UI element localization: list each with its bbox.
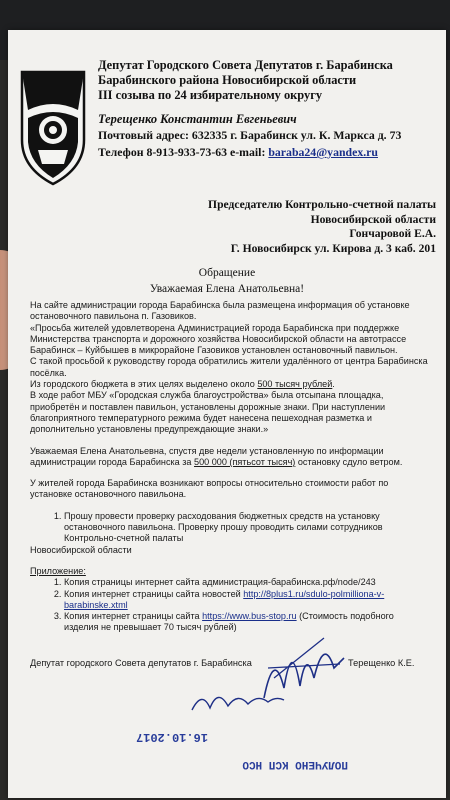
paragraph-1: На сайте администрации города Барабинска была размещена информация об установке остановочного павильона п. Газовиков.: [30, 300, 410, 322]
letter-body: [30, 300, 430, 634]
attachment-3-text: Копия интернет страницы сайта: [64, 611, 203, 622]
letterhead: [98, 58, 428, 161]
phone-email: [98, 144, 428, 161]
paragraph-3: С такой просьбой к руководству города обратились жители удалённого от центра Барабинска посёлка.: [30, 356, 428, 378]
coat-of-arms-icon: [18, 68, 88, 188]
paragraph-4: [30, 379, 430, 390]
paragraph-6-end: остановку сдуло ветром.: [295, 456, 403, 467]
addressee-line-4: Г. Новосибирск ул. Кирова д. 3 каб. 201: [230, 241, 436, 255]
letterhead-line-3: III созыва по 24 избирательному округу: [98, 88, 323, 102]
paragraph-2: «Просьба жителей удовлетворена Администрацией города Барабинска при поддержке Министерства транспорта и дорожного хозяйства Новосибирской области на автотрассе Барабинск – Куйбышев в микрорайоне Газовиков установлен остановочный павильон.: [30, 322, 407, 356]
signature-position: Депутат городского Совета депутатов г. Барабинска: [30, 658, 252, 668]
attachment-item-2: [64, 589, 430, 612]
request-list: [30, 511, 430, 545]
paragraph-6-text: Уважаемая Елена Анатольевна, спустя две недели установленную по информации администрации города Барабинска за: [30, 445, 384, 467]
email-link[interactable]: baraba24@yandex.ru: [268, 145, 378, 159]
amount-underlined-2: 500 000 (пятьсот тысяч): [194, 456, 296, 467]
salutation: Уважаемая Елена Анатольевна!: [149, 283, 305, 295]
stamp-date: 16.10.2017: [135, 730, 208, 744]
attachments-list: [30, 577, 430, 633]
deputy-name: Терещенко Константин Евгеньевич: [98, 112, 297, 126]
attachment-2-link[interactable]: http://8plus1.ru/sdulo-polmilliona-v-barabinske.xtml: [64, 588, 385, 610]
attachment-3-link[interactable]: https://www.bus-stop.ru: [202, 611, 297, 622]
signature-name: Терещенко К.Е.: [348, 658, 415, 668]
paragraph-4-end: .: [332, 379, 335, 390]
document-title: Обращение: [198, 267, 256, 279]
attachment-3-note: (Стоимость подобного изделия не превышает 70 тысяч рублей): [64, 611, 394, 633]
attachments-title: Приложение:: [30, 565, 86, 576]
receiver-signature: [188, 680, 288, 720]
paragraph-7: У жителей города Барабинска возникают вопросы относительно стоимости работ по установке остановочного павильона.: [30, 478, 389, 500]
amount-underlined: 500 тысяч рублей: [257, 379, 333, 390]
request-continuation: Новосибирской области: [30, 544, 132, 555]
paragraph-6: [30, 446, 430, 469]
addressee-block: [208, 198, 436, 256]
addressee-line-2: Новосибирской области: [310, 212, 436, 226]
postal-address: Почтовый адрес: 632335 г. Барабинск ул. К. Маркса д. 73: [98, 128, 402, 142]
request-item: 1. Прошу провести проверку расходования бюджетных средств на установку остановочного павильона. Проверку прошу проводить силами сотрудников Контрольно-счетной палаты: [64, 511, 430, 545]
attachment-item-3: [64, 611, 430, 634]
document-sheet: [8, 30, 446, 798]
phone-label: Телефон 8-913-933-73-63 e-mail:: [98, 145, 269, 159]
addressee-line-3: Гончаровой Е.А.: [349, 227, 436, 240]
paragraph-4-text: Из городского бюджета в этих целях выделено около: [30, 379, 258, 390]
paragraph-5: В ходе работ МБУ «Городская служба благоустройства» была отсыпана площадка, приобретён и поставлен павильон, установлены дорожные знаки. При наступлении благоприятного температурного режима будет нанесена пешеходная разметка и дополнительно установлены предупреждающие знаки.»: [30, 390, 386, 435]
attachment-2-text: Копия интернет страницы сайта новостей: [64, 588, 244, 599]
attachment-item-1: 1. Копия страницы интернет сайта администрация-барабинска.рф/node/243: [64, 577, 430, 588]
letterhead-line-2: Барабинского района Новосибирской области: [98, 73, 357, 87]
letterhead-line-1: Депутат Городского Совета Депутатов г. Барабинска: [98, 58, 393, 72]
received-stamp: [98, 720, 348, 770]
addressee-line-1: Председателю Контрольно-счетной палаты: [208, 198, 436, 211]
stamp-label: ПОЛУЧЕНО КСП НСО: [242, 758, 348, 770]
